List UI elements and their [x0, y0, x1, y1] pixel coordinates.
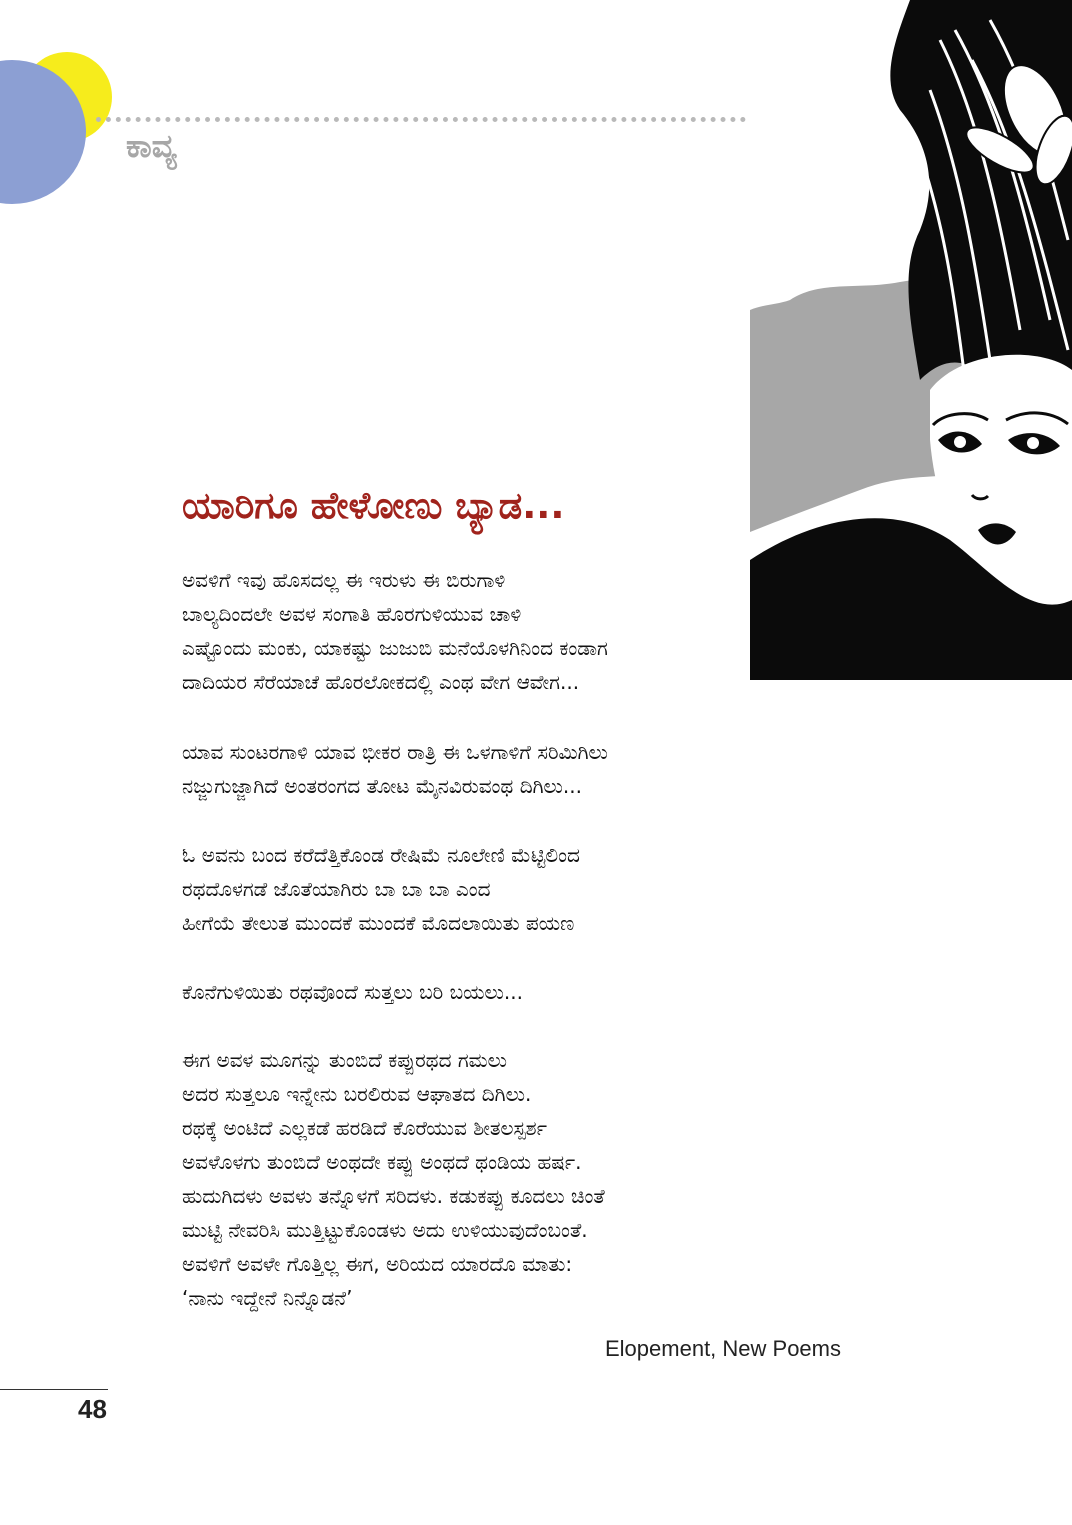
- poem-line: ದಾದಿಯರ ಸೆರೆಯಾಚೆ ಹೊರಲೋಕದಲ್ಲಿ ಎಂಥ ವೇಗ ಆವೇಗ...: [182, 670, 580, 694]
- poem-title: ಯಾರಿಗೂ ಹೇಳೋಣು ಬ್ಯಾಡ...: [182, 484, 565, 527]
- poem-line: ಎಷ್ಟೊಂದು ಮಂಕು, ಯಾಕಷ್ಟು ಜುಜುಬಿ ಮನೆಯೊಳಗಿನಿಂದ ಕಂಡಾಗ: [182, 636, 608, 660]
- poem-line: ರಥದೊಳಗಡೆ ಜೊತೆಯಾಗಿರು ಬಾ ಬಾ ಬಾ ಎಂದ: [182, 877, 491, 901]
- dotted-divider: [96, 117, 746, 122]
- poem-line: ಬಾಲ್ಯದಿಂದಲೇ ಅವಳ ಸಂಗಾತಿ ಹೊರಗುಳಿಯುವ ಚಾಳಿ: [182, 602, 522, 626]
- poem-line: ಅವಳೊಳಗು ತುಂಬಿದೆ ಅಂಥದೇ ಕಪ್ಪು ಅಂಥದೆ ಥಂಡಿಯ ಹರ್ಷ.: [182, 1150, 582, 1174]
- poem-line: ನಜ್ಜುಗುಜ್ಜಾಗಿದೆ ಅಂತರಂಗದ ತೋಟ ಮೈನವಿರುವಂಥ ದಿಗಿಲು...: [182, 774, 582, 798]
- poem-line: ಅವಳಿಗೆ ಇವು ಹೊಸದಲ್ಲ ಈ ಇರುಳು ಈ ಬಿರುಗಾಳಿ: [182, 568, 506, 592]
- poem-line: ಮುಟ್ಟಿ ನೇವರಿಸಿ ಮುತ್ತಿಟ್ಟುಕೊಂಡಳು ಅದು ಉಳಿಯುವುದೆಂಬಂತೆ.: [182, 1218, 588, 1242]
- poem-credit: Elopement, New Poems: [605, 1336, 841, 1361]
- poem-line: ಅವಳಿಗೆ ಅವಳೇ ಗೊತ್ತಿಲ್ಲ ಈಗ, ಅರಿಯದ ಯಾರದೊ ಮಾತು:: [182, 1252, 573, 1276]
- footer-rule: [0, 1389, 108, 1390]
- poem-stanza-4: [182, 975, 523, 1009]
- poem-line: ಯಾವ ಸುಂಟರಗಾಳಿ ಯಾವ ಭೀಕರ ರಾತ್ರಿ ಈ ಒಳಗಾಳಿಗೆ ಸರಿಮಿಗಿಲು: [182, 740, 608, 764]
- poem-line: ರಥಕ್ಕೆ ಅಂಟಿದೆ ಎಲ್ಲಕಡೆ ಹರಡಿದೆ ಕೊರೆಯುವ ಶೀತಲಸ್ಪರ್ಶ: [182, 1116, 547, 1140]
- poem-stanza-5: [182, 1043, 605, 1315]
- poem-line: ಈಗ ಅವಳ ಮೂಗನ್ನು ತುಂಬಿದೆ ಕಪ್ಪುರಥದ ಗಮಲು: [182, 1048, 508, 1072]
- poem-line: ಹೀಗೆಯೆ ತೇಲುತ ಮುಂದಕೆ ಮುಂದಕೆ ಮೊದಲಾಯಿತು ಪಯಣ: [182, 911, 575, 935]
- illustration-svg: [750, 0, 1072, 680]
- poem-stanza-2: [182, 735, 608, 803]
- poem-line: ಕೊನೆಗುಳಿಯಿತು ರಥವೊಂದೆ ಸುತ್ತಲು ಬರಿ ಬಯಲು...: [182, 980, 523, 1004]
- page-number: 48: [78, 1394, 107, 1424]
- section-label: ಕಾವ್ಯ: [126, 127, 177, 165]
- poem-line: ಅದರ ಸುತ್ತಲೂ ಇನ್ನೇನು ಬರಲಿರುವ ಆಘಾತದ ದಿಗಿಲು.: [182, 1082, 532, 1106]
- woman-face-illustration: [750, 0, 1072, 680]
- poem-stanza-1: [182, 563, 608, 699]
- poem-line: ಓ ಅವನು ಬಂದ ಕರೆದೆತ್ತಿಕೊಂಡ ರೇಷಿಮೆ ನೂಲೇಣಿ ಮೆಟ್ಟಿಲಿಂದ: [182, 843, 580, 867]
- poem-stanza-3: [182, 838, 580, 940]
- poem-line: ಹುದುಗಿದಳು ಅವಳು ತನ್ನೊಳಗೆ ಸರಿದಳು. ಕಡುಕಪ್ಪು ಕೂದಲು ಚಿಂತೆ: [182, 1184, 605, 1208]
- poem-line: ‘ನಾನು ಇದ್ದೇನೆ ನಿನ್ನೊಡನೆ’: [182, 1286, 353, 1310]
